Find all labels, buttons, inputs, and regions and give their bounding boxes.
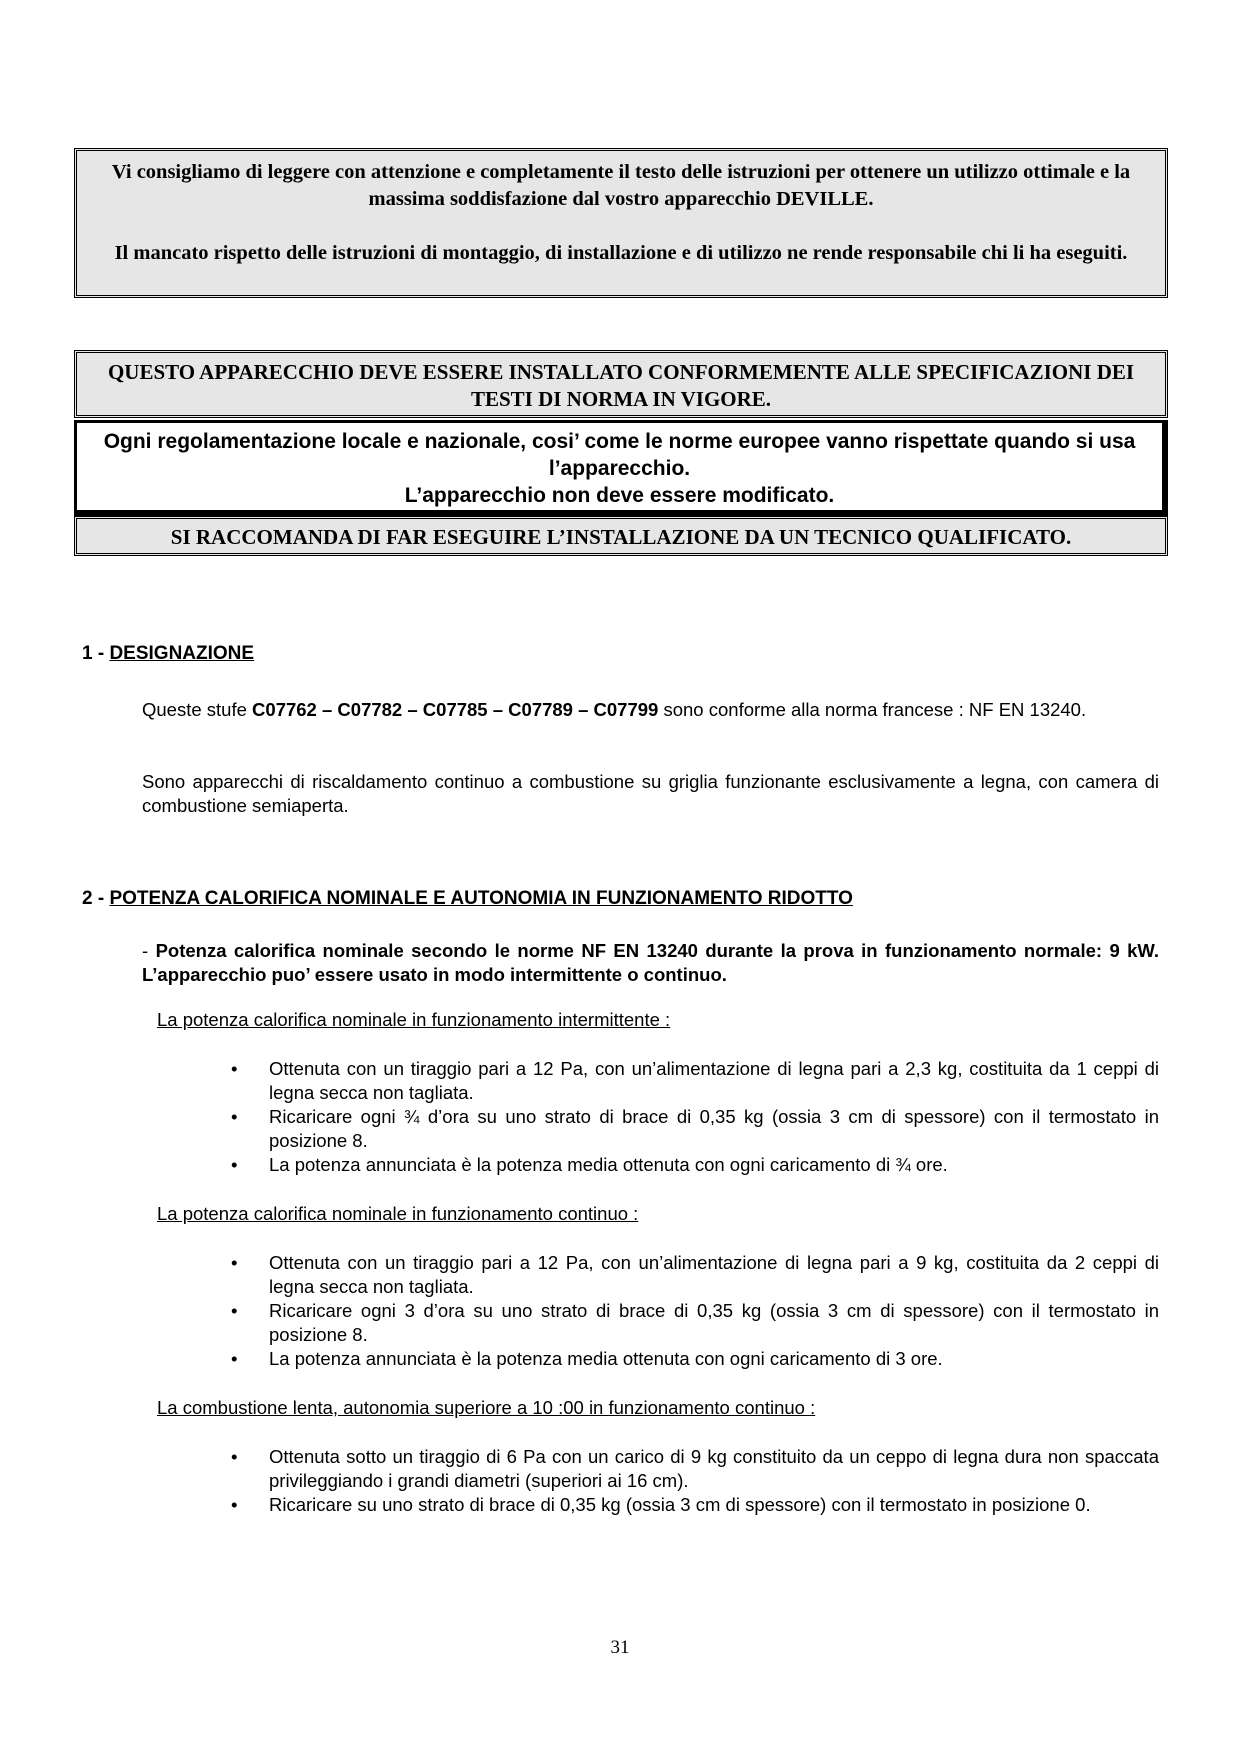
section-1-description: Sono apparecchi di riscaldamento continuo a combustione su griglia funzionante esclusivamente a legna, con camera di combustione semiaperta. bbox=[142, 771, 1159, 816]
continuous-list bbox=[231, 1251, 1159, 1371]
bullet: • bbox=[231, 1348, 238, 1369]
models-prefix: Queste stufe bbox=[142, 699, 253, 720]
page-number: 31 bbox=[610, 1637, 630, 1658]
list-item bbox=[231, 1299, 1159, 1347]
continuous-subheading: La potenza calorifica nominale in funzionamento continuo : bbox=[157, 1203, 639, 1224]
section-2-heading bbox=[82, 888, 853, 910]
section-2-number: 2 - bbox=[82, 888, 110, 909]
notice-responsibility: Il mancato rispetto delle istruzioni di montaggio, di installazione e di utilizzo ne rende responsabile chi li ha eseguiti. bbox=[114, 242, 1128, 264]
bullet: • bbox=[231, 1300, 238, 1321]
intro-dash: - bbox=[142, 940, 149, 961]
section-1-models-paragraph bbox=[142, 698, 1159, 722]
list-item bbox=[231, 1445, 1159, 1493]
technician-box bbox=[74, 516, 1168, 556]
list-item bbox=[231, 1493, 1159, 1517]
section-1-number: 1 - bbox=[82, 643, 110, 664]
slow-combustion-subheading: La combustione lenta, autonomia superiore a 10 :00 in funzionamento continuo : bbox=[157, 1397, 816, 1418]
notice-box bbox=[74, 148, 1168, 298]
section-1-title: DESIGNAZIONE bbox=[109, 643, 255, 664]
section-1-heading bbox=[82, 643, 254, 665]
list-item-text: Ottenuta sotto un tiraggio di 6 Pa con un carico di 9 kg constituito da un ceppo di legna dura non spaccata privileggiando i grandi diametri (superiori ai 16 cm). bbox=[269, 1446, 1159, 1491]
bullet: • bbox=[231, 1106, 238, 1127]
installation-norm-text: QUESTO APPARECCHIO DEVE ESSERE INSTALLATO CONFORMEMENTE ALLE SPECIFICAZIONI DEI TESTI DI NORMA IN VIGORE. bbox=[107, 360, 1135, 411]
installation-norm-box bbox=[74, 350, 1168, 418]
intermittent-subheading: La potenza calorifica nominale in funzionamento intermittente : bbox=[157, 1009, 671, 1030]
list-item bbox=[231, 1251, 1159, 1299]
technician-text: SI RACCOMANDA DI FAR ESEGUIRE L’INSTALLAZIONE DA UN TECNICO QUALIFICATO. bbox=[170, 525, 1072, 549]
section-2-title: POTENZA CALORIFICA NOMINALE E AUTONOMIA IN FUNZIONAMENTO RIDOTTO bbox=[109, 888, 853, 909]
regulations-text: Ogni regolamentazione locale e nazionale, cosi’ come le norme europee vanno rispettate quando si usa l’apparecchio. bbox=[103, 430, 1136, 480]
bullet: • bbox=[231, 1494, 238, 1515]
no-modification-text: L’apparecchio non deve essere modificato. bbox=[404, 484, 835, 507]
list-item-text: Ottenuta con un tiraggio pari a 12 Pa, con un’alimentazione di legna pari a 2,3 kg, costituita da 1 ceppi di legna secca non tagliata. bbox=[269, 1058, 1159, 1103]
intermittent-list bbox=[231, 1057, 1159, 1177]
bullet: • bbox=[231, 1058, 238, 1079]
list-item bbox=[231, 1057, 1159, 1105]
intro-text: Potenza calorifica nominale secondo le norme NF EN 13240 durante la prova in funzionamento normale: 9 kW. L’apparecchio puo’ essere usato in modo intermittente o continuo. bbox=[142, 940, 1160, 985]
list-item-text: Ricaricare ogni ¾ d’ora su uno strato di brace di 0,35 kg (ossia 3 cm di spessore) con il termostato in posizione 8. bbox=[269, 1106, 1159, 1151]
list-item-text: Ottenuta con un tiraggio pari a 12 Pa, con un’alimentazione di legna pari a 9 kg, costituita da 2 ceppi di legna secca non tagliata. bbox=[269, 1252, 1159, 1297]
list-item-text: La potenza annunciata è la potenza media ottenuta con ogni caricamento di 3 ore. bbox=[269, 1348, 943, 1369]
bullet: • bbox=[231, 1446, 238, 1467]
list-item-text: Ricaricare ogni 3 d’ora su uno strato di brace di 0,35 kg (ossia 3 cm di spessore) con il termostato in posizione 8. bbox=[269, 1300, 1159, 1345]
bullet: • bbox=[231, 1154, 238, 1175]
list-item-text: Ricaricare su uno strato di brace di 0,35 kg (ossia 3 cm di spessore) con il termostato in posizione 0. bbox=[269, 1494, 1091, 1515]
slow-combustion-list bbox=[231, 1445, 1159, 1517]
models-suffix: sono conforme alla norma francese : NF EN 13240. bbox=[658, 699, 1087, 720]
bullet: • bbox=[231, 1252, 238, 1273]
regulations-box bbox=[74, 420, 1168, 516]
model-codes: C07762 – C07782 – C07785 – C07789 – C07799 bbox=[252, 699, 659, 720]
notice-text: Vi consigliamo di leggere con attenzione e completamente il testo delle istruzioni per ottenere un utilizzo ottimale e la massima soddisfazione dal vostro apparecchio DEVILLE. bbox=[111, 161, 1131, 210]
list-item bbox=[231, 1153, 1159, 1177]
nominal-power-intro bbox=[142, 939, 1159, 987]
list-item bbox=[231, 1105, 1159, 1153]
list-item bbox=[231, 1347, 1159, 1371]
list-item-text: La potenza annunciata è la potenza media ottenuta con ogni caricamento di ¾ ore. bbox=[269, 1154, 948, 1175]
